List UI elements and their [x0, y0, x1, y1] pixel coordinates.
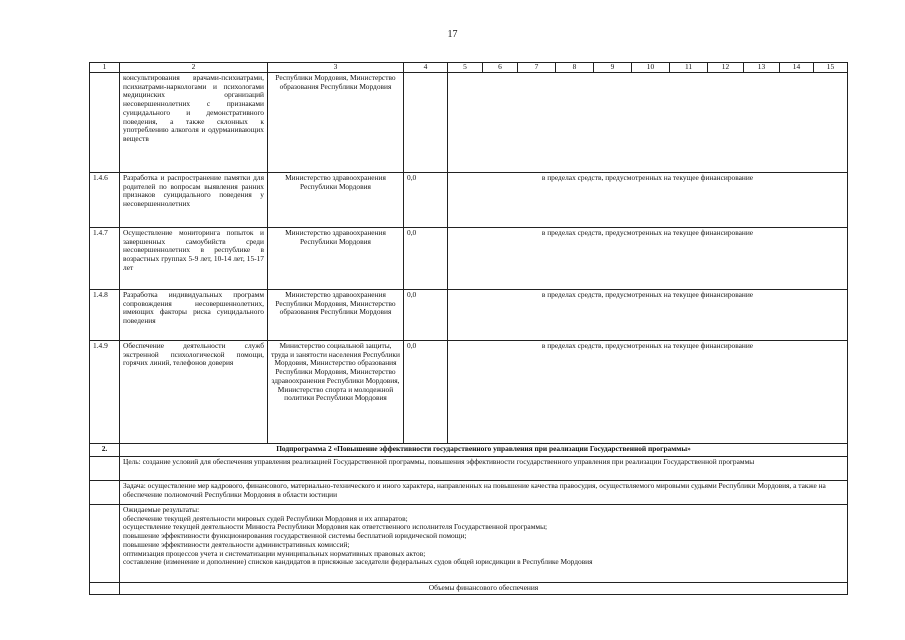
financing-cell: в пределах средств, предусмотренных на текущее финансирование — [448, 228, 848, 290]
subprogram-goal: Цель: создание условий для обеспечения управления реализацией Государственной программы, повышения эффективности государственного управления при реализации Государственной программы — [120, 457, 848, 481]
expected-result-item: оптимизация процессов учета и систематизации муниципальных нормативных правовых актов; — [123, 548, 426, 558]
subprogram-title: Подпрограмма 2 «Повышение эффективности государственного управления при реализации Государственной программы» — [120, 444, 848, 457]
column-number: 14 — [780, 63, 814, 73]
table-row — [90, 341, 848, 444]
column-number: 1 — [90, 63, 120, 73]
column-number: 2 — [120, 63, 268, 73]
activity-cell: Разработка индивидуальных программ сопровождения несовершеннолетних, имеющих факторы риска суицидального поведения — [120, 290, 268, 341]
program-activities-table — [89, 62, 848, 595]
activity-cell: Осуществление мониторинга попыток и завершенных самоубийств среди несовершеннолетних в республике в возрастных группах 5-9 лет, 10-14 лет, 15-17 лет — [120, 228, 268, 290]
funding-title: Объемы финансового обеспечения — [120, 583, 848, 595]
amount-cell: 0,0 — [404, 228, 448, 290]
column-number: 3 — [268, 63, 404, 73]
expected-result-item: повышение эффективности деятельности административных комиссий; — [123, 539, 350, 549]
column-number-header-row — [90, 63, 848, 73]
expected-result-item: осуществление текущей деятельности Минюста Республики Мордовия как ответственного исполнителя Государственной программы; — [123, 522, 548, 532]
subprogram-task: Задача: осуществление мер кадрового, финансового, материально-технического и иного характера, направленных на повышение качества правосудия, осуществляемого мировыми судьями Республики Мордовия, а также на обеспечение полномочий Республики Мордовия в области юстиции — [120, 481, 848, 505]
amount-cell: 0,0 — [404, 290, 448, 341]
column-number: 10 — [632, 63, 670, 73]
column-number: 9 — [594, 63, 632, 73]
column-number: 11 — [670, 63, 708, 73]
column-number: 8 — [556, 63, 594, 73]
column-number: 15 — [814, 63, 848, 73]
activity-cell: Обеспечение деятельности служб экстренной психологической помощи, горячих линий, телефонов доверия — [120, 341, 268, 444]
expected-results — [120, 505, 848, 583]
empty-cell — [90, 481, 120, 505]
expected-results-title: Ожидаемые результаты: — [123, 505, 200, 514]
subprogram-title-row — [90, 444, 848, 457]
row-number: 1.4.8 — [90, 290, 120, 341]
subprogram-goal-row — [90, 457, 848, 481]
amount-cell: 0,0 — [404, 173, 448, 228]
executor-cell: Министерство социальной защиты, труда и занятости населения Республики Мордовия, Министерство образования Республики Мордовия, Министерство здравоохранения Республики Мордовия, Министерство спорта и молодежной политики Республики Мордовия — [268, 341, 404, 444]
subprogram-number: 2. — [90, 444, 120, 457]
expected-result-item: обеспечение текущей деятельности мировых судей Республики Мордовия и их аппаратов; — [123, 513, 408, 523]
executor-cell: Министерство здравоохранения Республики Мордовия, Министерство образования Республики Мордовия — [268, 290, 404, 341]
table-row — [90, 228, 848, 290]
financing-cell: в пределах средств, предусмотренных на текущее финансирование — [448, 173, 848, 228]
financing-cell — [448, 73, 848, 173]
table-row — [90, 173, 848, 228]
subprogram-task-row — [90, 481, 848, 505]
subprogram-results-row — [90, 505, 848, 583]
executor-cell: Министерство здравоохранения Республики Мордовия — [268, 228, 404, 290]
expected-result-item: повышение эффективности функционирования государственной системы бесплатной юридической помощи; — [123, 531, 467, 541]
table-row — [90, 290, 848, 341]
column-number: 6 — [483, 63, 518, 73]
empty-cell — [90, 457, 120, 481]
empty-cell — [90, 583, 120, 595]
column-number: 7 — [518, 63, 556, 73]
row-number: 1.4.9 — [90, 341, 120, 444]
column-number: 12 — [708, 63, 744, 73]
column-number: 5 — [448, 63, 483, 73]
activity-cell: консультирования врачами-психиатрами, психиатрами-наркологами и психологами медицинских организаций несовершеннолетних с признаками суицидального и демонстративного поведения, а также склонных к употреблению алкоголя и одурманивающих веществ — [120, 73, 268, 173]
executor-cell: Республики Мордовия, Министерство образования Республики Мордовия — [268, 73, 404, 173]
executor-cell: Министерство здравоохранения Республики Мордовия — [268, 173, 404, 228]
column-number: 13 — [744, 63, 780, 73]
funding-title-row — [90, 583, 848, 595]
financing-cell: в пределах средств, предусмотренных на текущее финансирование — [448, 290, 848, 341]
empty-cell — [90, 505, 120, 583]
table-row — [90, 73, 848, 173]
financing-cell: в пределах средств, предусмотренных на текущее финансирование — [448, 341, 848, 444]
row-number — [90, 73, 120, 173]
column-number: 4 — [404, 63, 448, 73]
amount-cell — [404, 73, 448, 173]
row-number: 1.4.7 — [90, 228, 120, 290]
page-number: 17 — [447, 29, 458, 40]
amount-cell: 0,0 — [404, 341, 448, 444]
expected-result-item: составление (изменение и дополнение) списков кандидатов в присяжные заседатели федеральных судов общей юрисдикции в Республике Мордовия — [123, 557, 593, 567]
activity-cell: Разработка и распространение памятки для родителей по вопросам выявления ранних признаков суицидального поведения у несовершеннолетних — [120, 173, 268, 228]
row-number: 1.4.6 — [90, 173, 120, 228]
